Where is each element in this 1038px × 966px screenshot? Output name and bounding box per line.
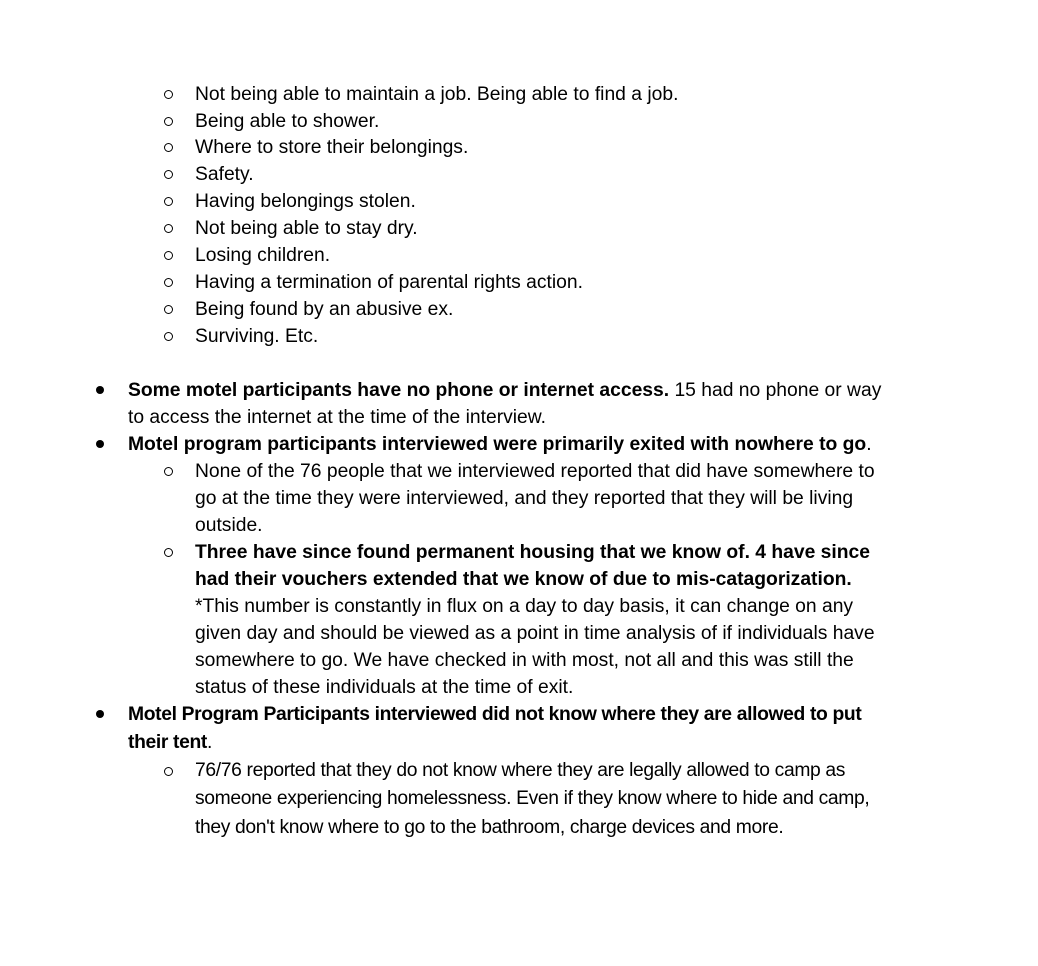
sub-item-note: *This number is constantly in flux on a day to day basis, it can change on any [195,596,854,617]
hollow-circle-bullet-icon [162,323,174,350]
list-item-text: Having a termination of parental rights action. [195,272,583,293]
sub-item-text: outside. [195,515,263,536]
hollow-circle-bullet-icon [162,539,174,566]
sub-item-bold-text: had their vouchers extended that we know of due to mis-catagorization. [195,569,852,590]
hollow-circle-bullet-icon [162,758,174,785]
bullet-line [128,729,212,757]
sub-item-text: 76/76 reported that they do not know where they are legally allowed to camp as [195,760,846,781]
list-item-text: Not being able to stay dry. [195,218,418,239]
filled-circle-bullet-icon [94,701,106,728]
hollow-circle-bullet-icon [162,269,174,296]
hollow-circle-bullet-icon [162,458,174,485]
list-item-text: Safety. [195,164,254,185]
list-item-text: Where to store their belongings. [195,137,469,158]
bullet-heading: Some motel participants have no phone or internet access. [128,380,670,401]
hollow-circle-bullet-icon [162,108,174,135]
list-item-text: Losing children. [195,245,331,266]
hollow-circle-bullet-icon [162,242,174,269]
bullet-line [128,431,872,458]
heading-period: . [866,434,872,455]
sub-item-text: they don't know where to go to the bathroom, charge devices and more. [195,817,784,838]
hollow-circle-bullet-icon [162,81,174,108]
sub-item-text: go at the time they were interviewed, and they reported that they will be living [195,488,854,509]
hollow-circle-bullet-icon [162,161,174,188]
hollow-circle-bullet-icon [162,134,174,161]
bullet-text: 15 had no phone or way [669,380,882,401]
sub-item-note: somewhere to go. We have checked in with most, not all and this was still the [195,650,854,671]
bullet-heading: Motel Program Participants interviewed did not know where they are allowed to put [128,704,862,725]
sub-item-bold-text: Three have since found permanent housing that we know of. 4 have since [195,542,870,563]
list-item-text: Having belongings stolen. [195,191,416,212]
hollow-circle-bullet-icon [162,296,174,323]
bullet-text-continued: to access the internet at the time of the interview. [128,407,546,428]
bullet-heading: Motel program participants interviewed were primarily exited with nowhere to go [128,434,867,455]
sub-item-note: status of these individuals at the time of exit. [195,677,574,698]
hollow-circle-bullet-icon [162,215,174,242]
list-item-text: Being able to shower. [195,111,380,132]
sub-item-text: None of the 76 people that we interviewed reported that did have somewhere to [195,461,875,482]
list-item-text: Not being able to maintain a job. Being able to find a job. [195,84,679,105]
heading-period: . [206,732,212,753]
sub-item-text: someone experiencing homelessness. Even if they know where to hide and camp, [195,788,870,809]
hollow-circle-bullet-icon [162,188,174,215]
filled-circle-bullet-icon [94,377,106,404]
filled-circle-bullet-icon [94,431,106,458]
bullet-line [128,377,881,404]
list-item-text: Surviving. Etc. [195,326,319,347]
bullet-heading-continued: their tent [128,732,207,753]
sub-item-note: given day and should be viewed as a point in time analysis of if individuals have [195,623,875,644]
list-item-text: Being found by an abusive ex. [195,299,454,320]
